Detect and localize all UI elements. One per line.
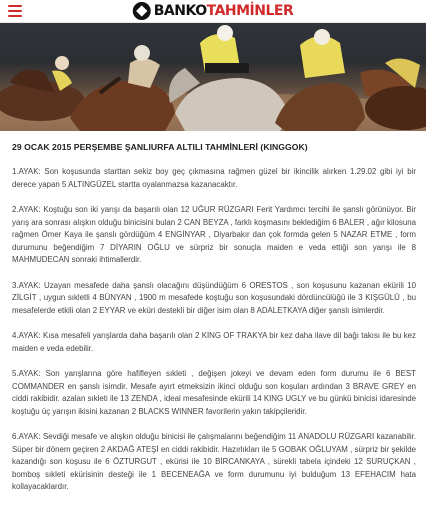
- article-title: 29 OCAK 2015 PERŞEMBE ŞANLIURFA ALTILI TAHMİNLERİ (KINGGOK): [12, 142, 308, 152]
- logo-text-part1: BANKO: [153, 3, 207, 19]
- logo-ball-icon: [133, 2, 151, 20]
- menu-line: [8, 15, 22, 17]
- site-logo[interactable]: [133, 2, 293, 20]
- horse-left: [0, 56, 85, 121]
- hero-image-horse-race: [0, 23, 426, 131]
- race-6-paragraph: 6.AYAK: Sevdiği mesafe ve alışkın olduğu binicisi ile çalışmalarını beğendiğim 11 ANADOLU RÜZGARI kazanabilir. Süper bir dönem geçiren 2 AKDAĞ ATEŞİ en ciddi rakibidir. Hazırlıkları ile 5 GOBAK OĞLUYAM , sürpriz bir şekilde kazandığı son koşusu ile 6 ÖZTURGUT , ekürisi ile 10 BİRCANKAYA , sürekli tabela içindeki 12 SURUÇKAN , bomboş sıkleti ekürisinin desteği ile 1 BECENEAĞA ve form durumunu iyi bulduğum 13 EFEHACIM hata kollayacaklardır.: [12, 432, 416, 491]
- horse-race-illustration: [0, 23, 426, 131]
- menu-line: [8, 10, 22, 12]
- hamburger-menu-icon[interactable]: [8, 5, 22, 17]
- logo-text: [154, 2, 293, 20]
- logo-text-part2: TAHMİNLER: [206, 3, 294, 19]
- race-2-paragraph: 2.AYAK: Koştuğu son iki yarışı da başarılı olan 12 UĞUR RÜZGARI Ferit Yardımcı tercihi ile şanslı görünüyor. Bir yarış ara sonrası alışkın olduğu binicisini bulan 2 CAN BEYZA , farklı koşmasını beklediğim 6 BALER , ağır kilosuna rağmen Ömer Kaya ile şanslı gördüğüm 4 ENGİNYAR , Diyarbakır dan çok formda gelen 5 NAZAR ETME , form durumunu beğendiğim 7 DİYARIN OĞLU ve sürpriz bir sonuçla maiden e veda ettiği son yarışı ile 8 MAHMUDECAN sonraki ihtimallerdir.: [12, 205, 416, 264]
- race-4-paragraph: 4.AYAK: Kısa mesafeli yarışlarda daha başarılı olan 2 KING OF TRAKYA bir kez daha ilave dil bağı takısı ile bu kez maiden e veda edebilir.: [12, 331, 416, 353]
- menu-line: [8, 5, 22, 7]
- race-5-paragraph: 5.AYAK: Son yarışlarına göre hafifleyen sıkleti , değişen jokeyi ve devam eden form durumu ile 6 BEST COMMANDER en şanslı isimdir. Mesafe ayırt etmeksizin ikinci olduğu son koşuları ardından 3 BRAVE GREY en ciddi rakibidir. azalan sıkleti ile 13 ZENDA , ideal mesafesinde ekürili 14 KING UGLY ve bu günkü binicisi idaresinde koştuğu üç yarışın ikisini kazanan 2 BLACKS WINNER favorilerin yakın takipçileridir.: [12, 369, 416, 416]
- race-1-paragraph: 1.AYAK: Son koşusunda starttan sekiz boy geç çıkmasına rağmen güzel bir ikincilik alırken 1.29.02 gibi iyi bir derece yapan 5 ALTINGÜZEL startta oyalanmazsa kazanacaktır.: [12, 167, 416, 189]
- race-3-paragraph: 3.AYAK: Uzayan mesafede daha şanslı olacağını düşündüğüm 6 ORESTOS , son koşusunu kazanan ekürili 10 ZİLGİT , uygun sıkletli 4 BÜNYAN , 1900 m mesafede koştuğu son koşusundaki dördüncülüğü ile 3 KIŞGÜLÜ , bu mesafelerde etkili olan 2 EYYAR ve eküri destekli bir diğer isim olan 8 ADALETKAYA diğer şanslı isimlerdir.: [12, 280, 416, 315]
- horse-far-right: [365, 58, 426, 130]
- top-bar: [0, 0, 426, 23]
- article-content: [0, 131, 426, 494]
